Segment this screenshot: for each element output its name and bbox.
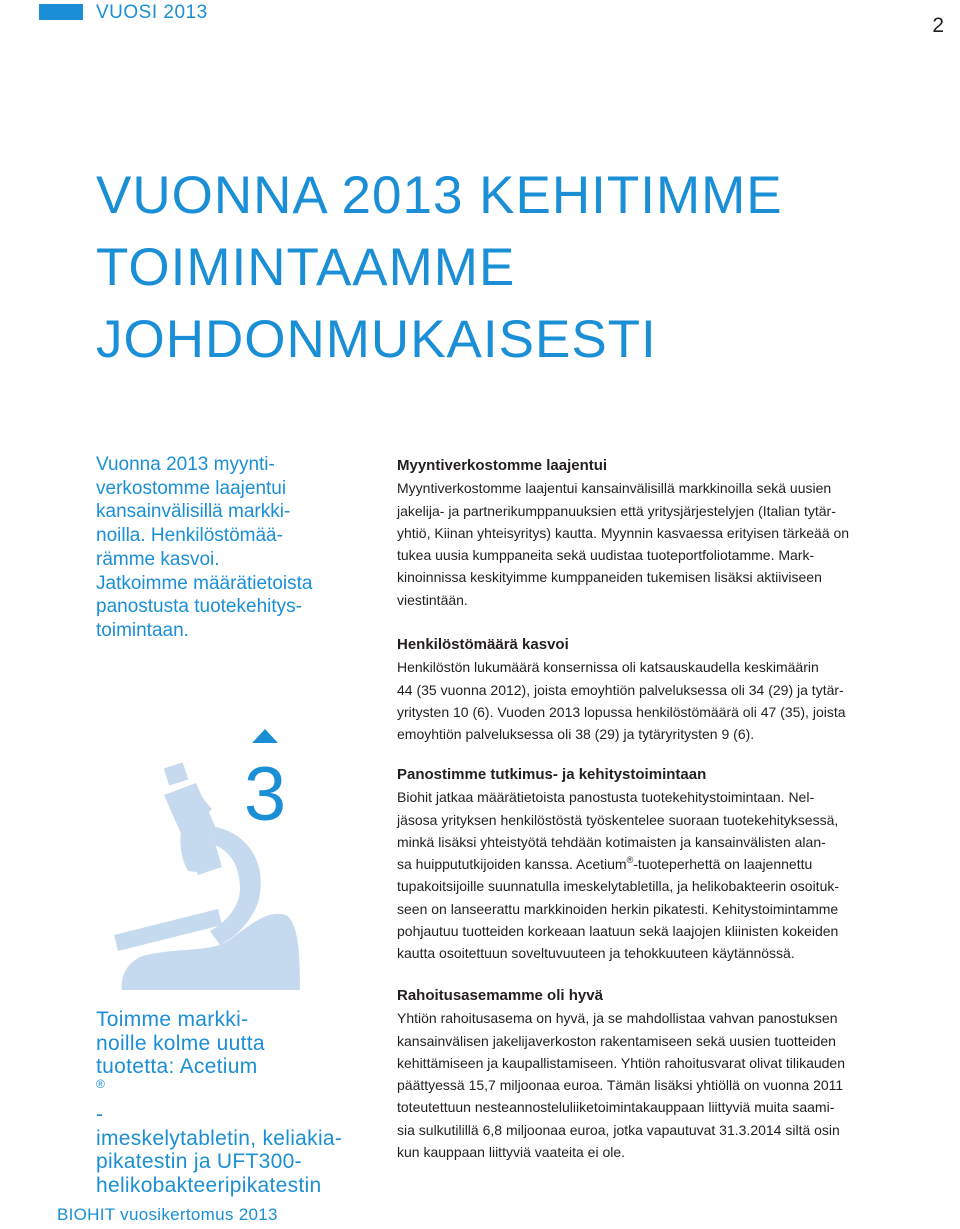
body-line-text: -tuoteperhettä on laajennettu xyxy=(633,856,813,873)
intro-line: verkostomme laajentui xyxy=(96,477,287,499)
intro-line: Vuonna 2013 myynti- xyxy=(96,454,275,475)
section-heading: Rahoitusasemamme oli hyvä xyxy=(397,987,603,1004)
section-personnel xyxy=(397,634,917,745)
intro-line: noilla. Henkilöstömää- xyxy=(96,525,283,547)
body-line: Myyntiverkostomme laajentui kansainvälisillä markkinoilla sekä uusien xyxy=(397,480,832,497)
highlight-number: 3 xyxy=(243,752,287,837)
section-rnd xyxy=(397,764,917,965)
body-line: kinoinnissa keskityimme kumppaneiden tukemisen lisäksi aktiiviseen xyxy=(397,569,822,586)
intro-line: kansainvälisillä markki- xyxy=(96,501,291,523)
body-line: yritysten 10 (6). Vuoden 2013 lopussa henkilöstömäärä oli 47 (35), joista xyxy=(397,703,846,720)
highlight-line xyxy=(96,1055,396,1126)
up-triangle-icon xyxy=(252,729,278,743)
highlight-line: Toimme markki- xyxy=(96,1008,249,1031)
body-line: toteutettuun nesteannosteluliiketoimintakauppaan liittyviä muita saami- xyxy=(397,1099,835,1116)
body-line: seen on lanseerattu markkinoiden herkin pikatesti. Kehitystoimintamme xyxy=(397,900,839,917)
body-line: jakelija- ja partnerikumppanuuksien että yritysjärjestelyjen (Italian tytär- xyxy=(397,502,836,519)
body-line: kansainvälisen jakelijaverkoston rakentamiseen sekä uusien tuotteiden xyxy=(397,1032,836,1049)
intro-line: Jatkoimme määrätietoista xyxy=(96,572,313,594)
body-line: kehittämiseen ja kaupallistamiseen. Yhtiön rahoitusvarat olivat tilikauden xyxy=(397,1054,845,1071)
body-line-text: sa huippututkijoiden kanssa. Acetium xyxy=(397,856,627,873)
body-line: kun kauppaan liittyviä vaateita ei ole. xyxy=(397,1144,626,1161)
section-sales-network xyxy=(397,455,917,611)
registered-mark: ® xyxy=(626,855,634,866)
intro-line: panostusta tuotekehitys- xyxy=(96,596,302,618)
section-heading: Myyntiverkostomme laajentui xyxy=(397,457,608,474)
microscope-icon xyxy=(100,725,310,990)
page-title-line: VUONNA 2013 KEHITIMME xyxy=(96,166,783,225)
section-body xyxy=(397,786,917,964)
page-number: 2 xyxy=(932,14,944,37)
highlight-line-text: tuotetta: Acetium xyxy=(96,1055,258,1079)
section-heading: Panostimme tutkimus- ja kehitystoimintaan xyxy=(397,766,707,783)
body-line: päättyessä 15,7 miljoonaa euroa. Tämän lisäksi yhtiöllä on vuonna 2011 xyxy=(397,1077,844,1094)
highlight-line-text: - xyxy=(96,1102,104,1126)
section-body xyxy=(397,656,917,745)
body-line: minkä lisäksi yhteistyötä tehdään kotimaisten ja kansainvälisten alan- xyxy=(397,833,826,850)
section-label: VUOSI 2013 xyxy=(96,2,208,23)
intro-line: rämme kasvoi. xyxy=(96,548,220,570)
section-body xyxy=(397,1007,917,1163)
highlight-line: noille kolme uutta xyxy=(96,1031,265,1055)
page-title xyxy=(96,160,936,376)
highlight-text xyxy=(96,1008,396,1198)
intro-text xyxy=(96,453,336,643)
highlight-line: pikatestin ja UFT300- xyxy=(96,1150,302,1174)
intro-line: toimintaan. xyxy=(96,619,189,641)
body-line xyxy=(397,853,917,875)
body-line: 44 (35 vuonna 2012), joista emoyhtiön palveluksessa oli 34 (29) ja tytär- xyxy=(397,681,844,698)
body-line: tukea uusia kumppaneita sekä uudistaa tuoteportfoliotamme. Mark- xyxy=(397,547,815,564)
body-line: viestintään. xyxy=(397,591,468,608)
header-color-block xyxy=(39,4,83,20)
body-line: yhtiö, Kiinan yhteisyritys) kautta. Myynnin kasvaessa erityisen tärkeää on xyxy=(397,524,850,541)
section-body xyxy=(397,477,917,611)
highlight-line: helikobakteeripikatestin xyxy=(96,1173,322,1197)
body-line: kautta osoitettuun soveltuvuuteen ja tehokkuuteen käytännössä. xyxy=(397,945,795,962)
body-line: Biohit jatkaa määrätietoista panostusta tuotekehitystoimintaan. Nel- xyxy=(397,789,815,806)
body-line: Henkilöstön lukumäärä konsernissa oli katsauskaudella keskimäärin xyxy=(397,659,819,676)
body-line: Yhtiön rahoitusasema on hyvä, ja se mahdollistaa vahvan panostuksen xyxy=(397,1010,838,1027)
highlight-line: imeskelytabletin, keliakia- xyxy=(96,1126,343,1150)
section-heading: Henkilöstömäärä kasvoi xyxy=(397,636,569,653)
body-line: pohjautuu tuotteiden korkeaan laatuun sekä laajojen kliinisten kokeiden xyxy=(397,923,839,940)
page-title-line: TOIMINTAAMME xyxy=(96,238,516,297)
body-line: sia sulkutilillä 6,8 miljoonaa euroa, jotka vapautuvat 31.3.2014 siltä osin xyxy=(397,1121,840,1138)
footer-text: BIOHIT vuosikertomus 2013 xyxy=(57,1205,278,1224)
page-title-line: JOHDONMUKAISESTI xyxy=(96,310,657,369)
section-financing xyxy=(397,985,917,1163)
body-line: jäsosa yrityksen henkilöstöstä työskentelee suoraan tuotekehityksessä, xyxy=(397,811,839,828)
body-line: tupakoitsijoille suunnatulla imeskelytabletilla, ja helikobakteerin osoituk- xyxy=(397,878,840,895)
registered-mark: ® xyxy=(96,1077,106,1092)
body-line: emoyhtiön palveluksessa oli 38 (29) ja tytäryritysten 9 (6). xyxy=(397,726,755,743)
